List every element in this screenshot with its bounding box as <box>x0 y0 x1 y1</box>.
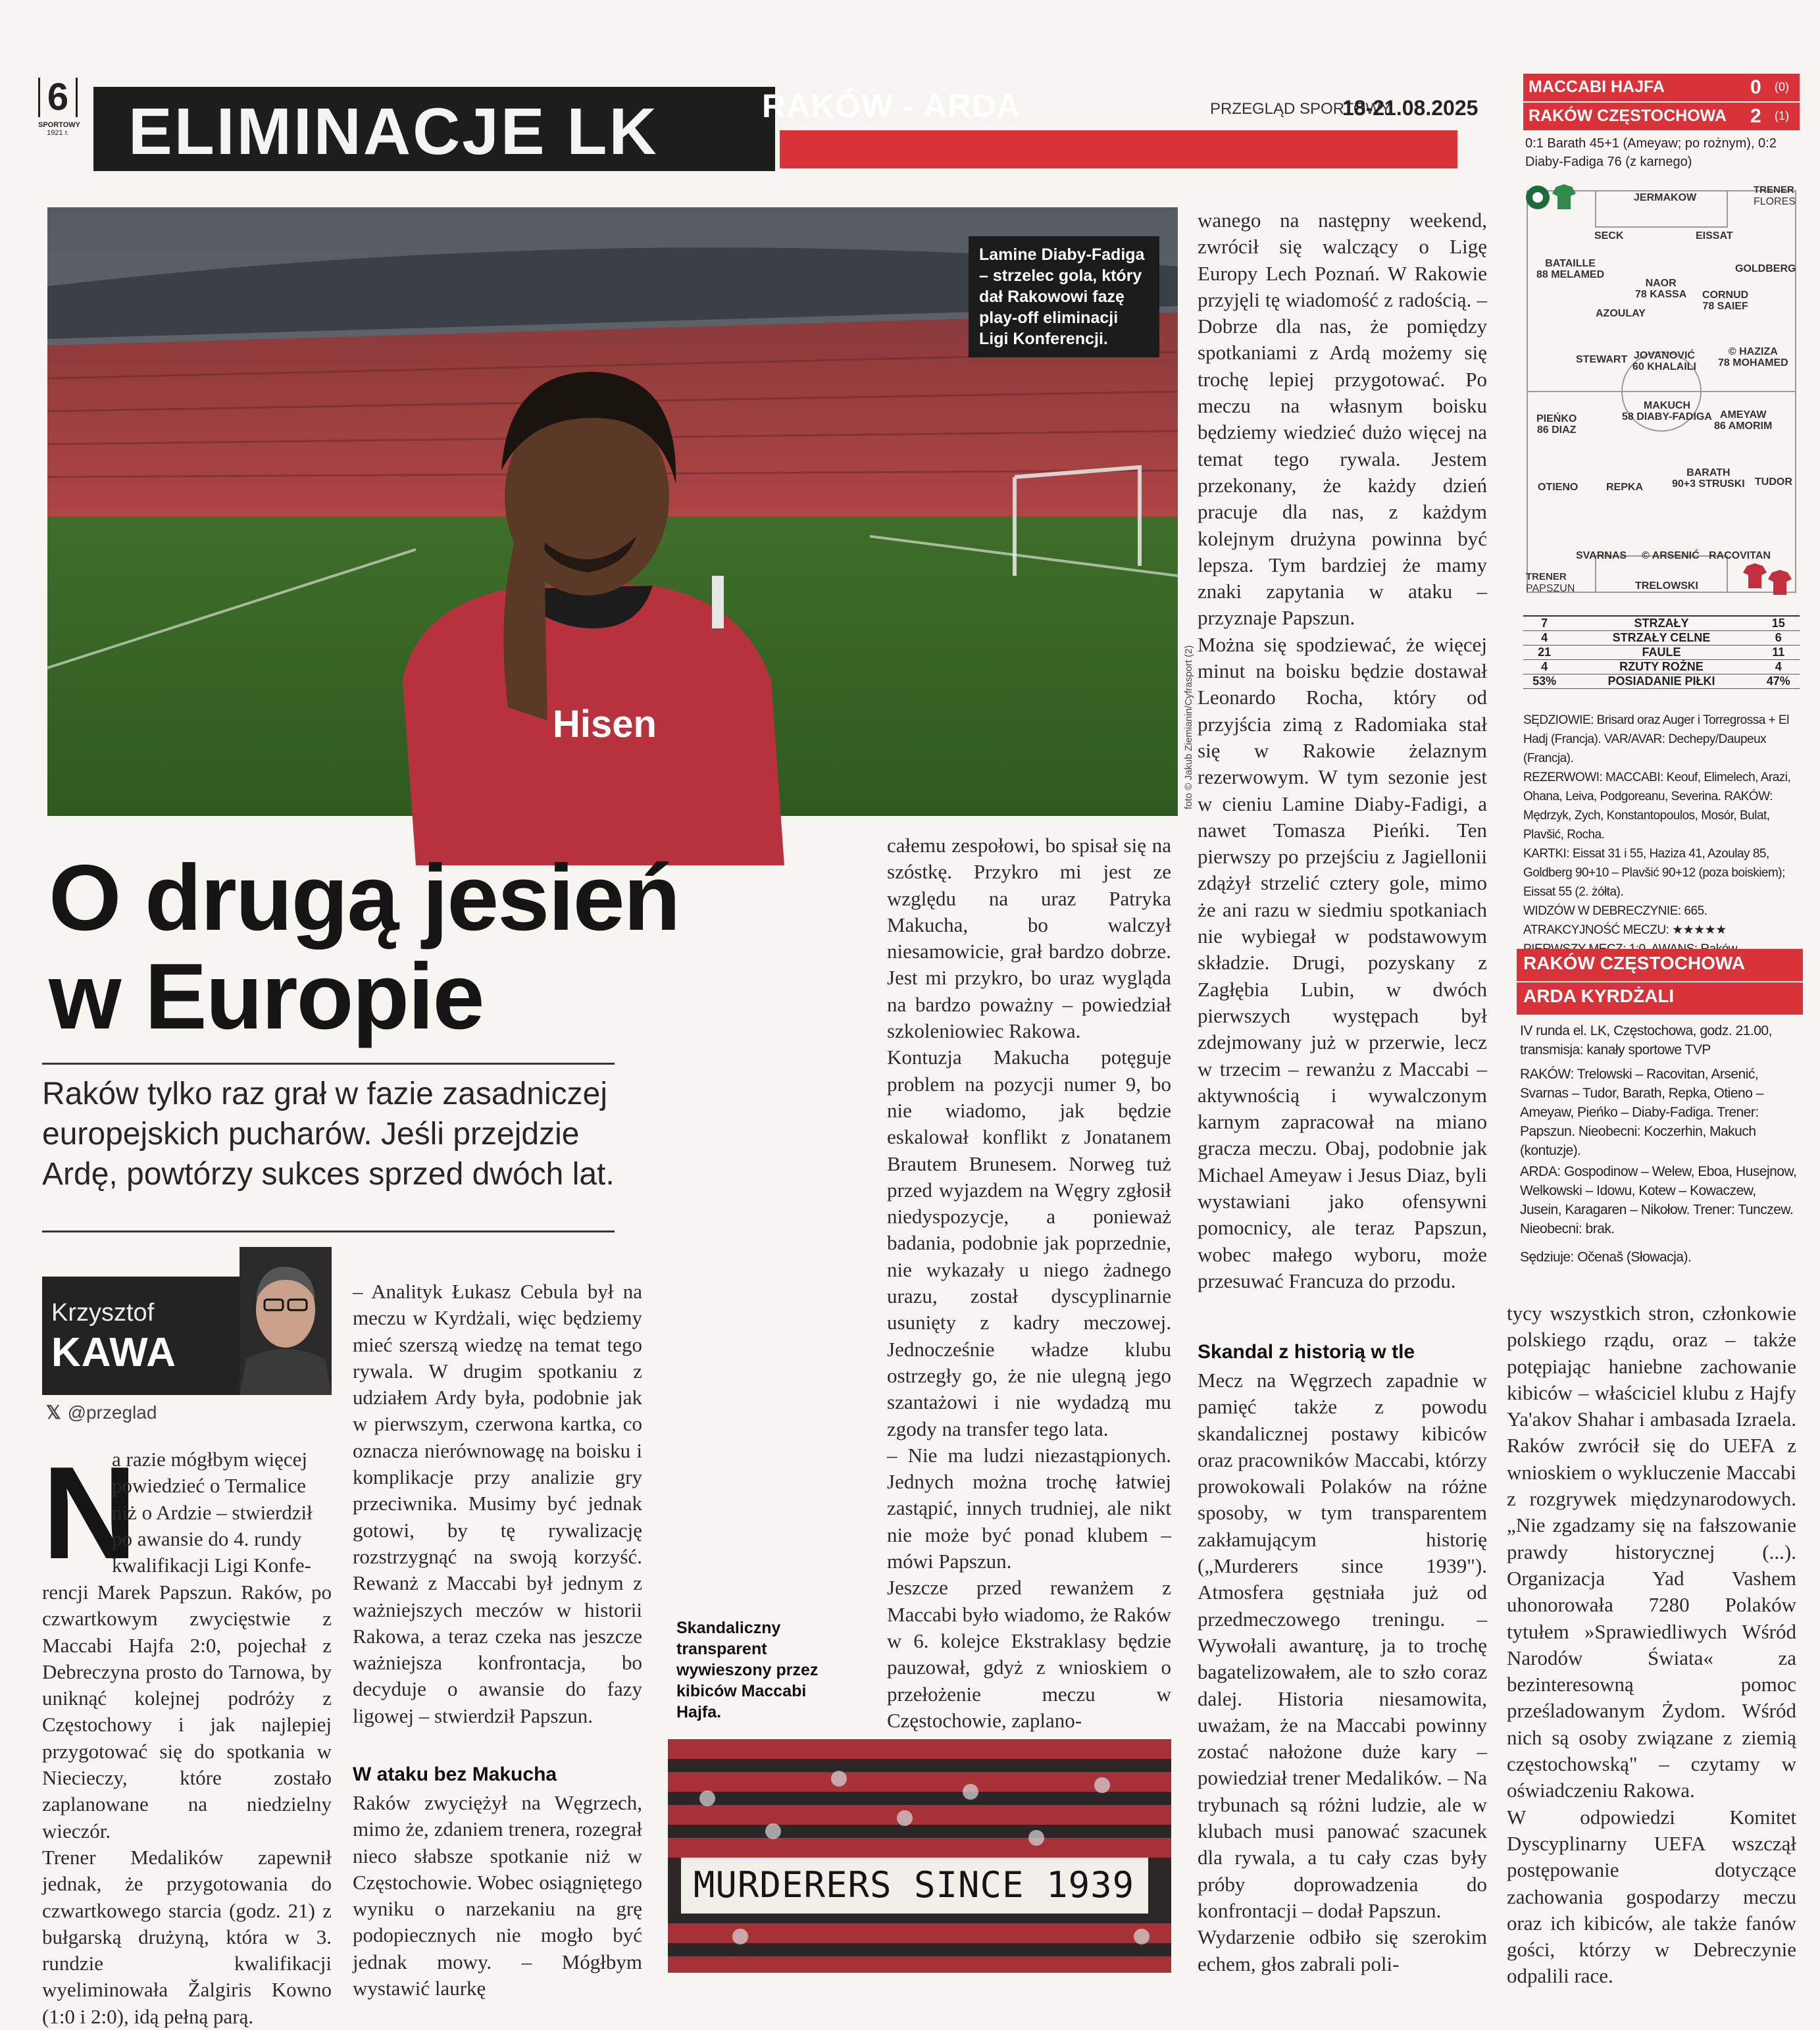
photo-credit: foto © Jakub Ziemianin/Cyfrasport (2) <box>1183 645 1194 809</box>
next-match-info: IV runda el. LK, Częstochowa, godz. 21.00, transmisja: kanały sportowe TVP <box>1520 1023 1772 1057</box>
player-m6: CORNUD 78 SAIEF <box>1702 290 1749 312</box>
player-m3: BATAILLE 88 MELAMED <box>1536 258 1605 280</box>
next-referee: Sędziuje: Očenaš (Słowacja). <box>1520 1250 1692 1265</box>
player-r5: REPKA <box>1606 482 1644 493</box>
col2-body2: Raków zwyciężył na Węgrzech, mimo że, zdaniem trenera, rozegrał nieco słabsze spotkanie niż w Częstochowie. Wobec osiągniętego wyniku o narzekaniu na grę podopiecznych nie mogło być jednak mowy. – Mógłbym wystawić laurkę <box>353 1791 642 2000</box>
col1-intro: a razie mógłbym więcej powiedzieć o Termalice niż o Ardzie – stwierdził po awansie do 4. rundy kwalifikacji Ligi Konfe- <box>112 1448 313 1577</box>
fan-banner-text: MURDERERS SINCE 1939 <box>693 1864 1135 1906</box>
x-icon: 𝕏 <box>46 1402 61 1423</box>
dropcap: N <box>42 1440 138 1586</box>
sidebar-goals: 0:1 Barath 45+1 (Ameyaw; po rożnym), 0:2 Diaby-Fadiga 76 (z karnego) <box>1525 136 1777 169</box>
shirt-sponsor: Hisen <box>553 703 657 746</box>
col3-body: całemu zespołowi, bo spisał się na szóstkę. Przykro mi jest ze względu na uraz Patryka Makucha, bo walczył niesamowicie, grał bardzo dobrze. Jest mi przykro, bo uraz wygląda na bardzo poważny – powiedział szkoleniowiec Rakowa. Kontuzja Makucha potęguje problem na pozycji numer 9, bo nie wiadomo, jak będzie eskalował konflikt z Jonatanem Brautem Brunesem. Norweg tuż przed wyjazdem na Węgry zgłosił niedyspozycje, a ponieważ badania, podobnie jak poprzednie, nie wykazały u niego żadnego urazu, został dyscyplinarnie usunięty z kadry meczowej. Jednocześnie władze klubu ostrzegły go, że nie ulegną jego szantażowi i nie wydadzą mu zgody na transfer tego lata. – Nie ma ludzi niezastąpionych. Jednych można trochę łatwiej zastąpić, innych trudniej, ale nikt nie może być ponad klubem – mówi Papszun. Jeszcze przed rewanżem z Maccabi było wiadomo, że Raków w 6. kolejce Ekstraklasy będzie pauzował, gdyż z wnioskiem o przełożenie meczu w Częstochowie, zaplano- <box>887 834 1171 1732</box>
headline: O drugą jesień w Europie <box>49 846 680 1049</box>
photo-caption: Lamine Diaby-Fadiga – strzelec gola, który dał Rakowowi fazę play-off eliminacji Ligi Konferencji. <box>969 236 1159 357</box>
header-red-rule <box>780 130 1457 168</box>
player-r8: © ARSENIĆ <box>1642 550 1700 561</box>
player-r7: SVARNAS <box>1576 550 1627 561</box>
player-r1: PIEŃKO 86 DIAZ <box>1536 413 1577 436</box>
player-r10: TRELOWSKI <box>1635 580 1698 592</box>
stat-row: 7 STRZAŁY 15 <box>1523 616 1800 631</box>
player-m9: JOVANOVIĆ 60 KHALAILI <box>1632 350 1696 372</box>
stats-table <box>1523 615 1800 689</box>
page-number: 6 SPORTOWY 1921 r. <box>38 76 80 137</box>
author-first-name: Krzysztof <box>51 1299 155 1327</box>
player-m5: NAOR 78 KASSA <box>1635 278 1687 300</box>
col5-body: tycy wszystkich stron, członkowie polskiego rządu, oraz – także potępiając haniebne zachowanie kibiców – właściciel klubu z Hajfy Ya'akov Shahar i ambasada Izraela. Raków zwrócił się do UEFA z wnioskiem o wykluczenie Maccabi z rozgrywek międzynarodowych. „Nie zgadzamy się na fałszowanie prawdy historycznej (...). Organizacja Yad Vashem uhonorowała 7280 Polaków tytułem »Sprawiedliwych Wśród Narodów Świata« za bezinteresowną pomoc prześladowanym Żydom. Wśród nich są osoby związane z ziemią częstochowską" – czytamy w oświadczeniu Rakowa. W odpowiedzi Komitet Dyscyplinarny UEFA wszczął postępowanie dotyczące zachowania gospodarzy meczu oraz ich kibiców, ale także fanów gości, którzy w Debreczynie odpalili race. <box>1507 1302 1796 1988</box>
author-last-name: KAWA <box>51 1330 176 1375</box>
match-officials: SĘDZIOWIE: Brisard oraz Auger i Torregrossa + El Hadj (Francja). VAR/AVAR: Dechepy/Daupeux (Francja). REZERWOWI: MACCABI: Keouf, Elimelech, Arazi, Ohana, Leiva, Podgoreanu, Severina. RAKÓW: Mędrzyk, Zych, Konstantopoulos, Mosór, Bulat, Plavšić, Rocha. KARTKI: Eissat 31 i 55, Haziza 41, Azoulay 85, Goldberg 90+10 – Plavšić 90+12 (poza boiskiem); Eissat 55 (2. żółta). WIDZÓW W DEBRECZYNIE: 665. ATRAKCYJNOŚĆ MECZU: ★★★★★ <box>1523 713 1791 937</box>
next-rakow-lineup: RAKÓW: Trelowski – Racovitan, Arsenić, Svarnas – Tudor, Barath, Repka, Otieno – Ameyaw, Pieńko – Diaby-Fadiga. Trener: Papszun. Nieobecni: Koczerhin, Makuch (kontuzje). <box>1520 1067 1763 1158</box>
col4-body2: Mecz na Węgrzech zapadnie w pamięć także z powodu skandalicznej postawy kibiców oraz pracowników Maccabi, którzy prowokowali Polaków na różne sposoby, w tym transparentem zakłamującym historię („Murderers since 1939"). Atmosfera gęstniała już od przedmeczowego treningu. – Wywołali awanturę, ja to trochę bagatelizowałem, ale to szło coraz dalej. Historia niesamowita, uważam, że na Maccabi powinny zostać nałożone duże kary – powiedział trener Medalików. – Na trybunach są różni ludzie, ale w klubach musi panować szacunek dla rywala, a tu cały czas były próby doprowadzenia do konfrontacji – dodał Papszun. Wydarzenie odbiło się szerokim echem, głos zabrali poli- <box>1198 1369 1487 1975</box>
publication-name: PRZEGLĄD SPORTOWY <box>1210 100 1392 118</box>
sidebar-score-team2: RAKÓW CZĘSTOCHOWA 2 (1) <box>1523 103 1800 130</box>
next-match-header: RAKÓW CZĘSTOCHOWA ARDA KYRDŻALI <box>1517 949 1803 1015</box>
col1-body: rencji Marek Papszun. Raków, po czwartkowym zwycięstwie z Maccabi Hajfa 2:0, pojechał z Debreczyna prosto do Tarnowa, by uniknąć kolejnej podróży z Częstochowy i jak najlepiej przygotować się do spotkania w Niecieczy, które zostało zaplanowane na niedzielny wieczór. Trener Medalików zapewnił jednak, że przygotowania do czwartkowego starcia (godz. 21) z bułgarską drużyną, która w 3. rundzie kwalifikacji wyeliminowała Žalgiris Kowno (1:0 i 2:0), idą pełną parą. <box>42 1581 332 2028</box>
fan-banner-photo <box>668 1739 1171 1973</box>
player-r6: TUDOR <box>1755 476 1792 488</box>
match-label: RAKÓW - ARDA <box>762 88 1021 124</box>
coach-label-bottom: TRENER <box>1526 571 1567 582</box>
col2-body: – Analityk Łukasz Cebula był na meczu w Kyrdżali, więc będziemy mieć szerszą wiedzę na temat tego rywala. W drugim spotkaniu z udziałem Ardy była, podobnie jak w pierwszym, czerwona kartka, co oznacza nierównowagę na boisku i komplikacje przy analizie gry przeciwnika. Musimy być jednak gotowi, by tę rywalizację rozstrzygnąć na swoją korzyść. Rewanż z Maccabi był jednym z ważniejszych meczów w historii Rakowa, a teraz czeka nas jeszcze ważniejsza konfrontacja, bo decyduje o awansie do fazy ligowej – stwierdził Papszun. <box>353 1280 642 1727</box>
stat-row: 53% POSIADANIE PIŁKI 47% <box>1523 674 1800 689</box>
player-m2: EISSAT <box>1696 230 1733 241</box>
player-r9: RACOVITAN <box>1709 550 1771 561</box>
player-m8: STEWART <box>1576 354 1628 365</box>
player-r2: AMEYAW 86 AMORIM <box>1714 409 1773 432</box>
coach-top: FLORES <box>1754 196 1796 207</box>
player-r0: MAKUCH 58 DIABY-FADIGA <box>1622 400 1712 422</box>
coach-label-top: TRENER <box>1754 184 1794 195</box>
stat-row: 4 RZUTY ROŻNE 4 <box>1523 660 1800 674</box>
stat-row: 4 STRZAŁY CELNE 6 <box>1523 631 1800 646</box>
lead-rule <box>42 1231 615 1232</box>
subhead-2: Skandal z historią w tle <box>1198 1341 1415 1363</box>
logo: SPORTOWY 1921 r. <box>38 121 80 137</box>
author-avatar <box>240 1247 332 1395</box>
lead: Raków tylko raz grał w fazie zasadniczej europejskich pucharów. Jeśli przejdzie Ardę, powtórzy sukces sprzed dwóch lat. <box>42 1077 615 1192</box>
player-m4: GOLDBERG <box>1735 263 1796 274</box>
section-title: ELIMINACJE LK <box>128 95 659 168</box>
subhead-1: W ataku bez Makucha <box>353 1764 557 1785</box>
next-arda-lineup: ARDA: Gospodinow – Welew, Eboa, Husejnow, Welkowski – Idowu, Kotew – Kowaczew, Jusein, Karagaren – Nikołow. Trener: Tunczew. Nieobecni: brak. <box>1520 1164 1797 1236</box>
sidebar-score-team1: MACCABI HAJFA 0 (0) <box>1523 74 1800 101</box>
player-m10: © HAZIZA 78 MOHAMED <box>1718 346 1788 368</box>
main-photo <box>47 207 1178 816</box>
col4-body: wanego na następny weekend, zwrócił się walczący o Ligę Europy Lech Poznań. W Rakowie przyjęli tę wiadomość z radością. – Dobrze dla nas, że pomiędzy spotkaniami z Ardą możemy się trochę lepiej przygotować. Po meczu na własnym boisku będziemy wiedzieć dużo więcej na temat tego rywala. Jestem przekonany, że każdy dzień pracuje dla nas, z każdym kolejnym drużyna powinna być lepsza. Tym bardziej że mamy znaki zapytania w ataku – przyznaje Papszun. Można się spodziewać, że więcej minut na boisku będzie dostawał Leonardo Rocha, który od przyjścia zimą z Radomiaka stał się w Rakowie żelaznym rezerwowym. W tym sezonie jest w cieniu Lamine Diaby-Fadigi, a nawet Tomasza Pieńki. Ten pierwszy po przejściu z Jagiellonii zdążył strzelić cztery gole, mimo że ani razu w siedmiu spotkaniach nie wybiegał w podstawowym składzie. Drugi, pozyskany z Zagłębia Lubin, w dwóch pierwszych występach był zdejmowany już w przerwie, lecz w trzecim – rewanżu z Maccabi – aktywnością i wywalczonym karnym zapracował na miano gracza meczu. Obaj, podobnie jak Michael Ameyaw i Jesus Diaz, byli wystawiani jako ofensywni pomocnicy, ale teraz Papszun, wobec małego wyboru, może przesuwać Francuza do przodu. <box>1198 209 1487 1292</box>
coach-bottom: PAPSZUN <box>1526 583 1575 594</box>
stat-row: 21 FAULE 11 <box>1523 646 1800 660</box>
photo2-caption: Skandaliczny transparent wywieszony przez kibiców Maccabi Hajfa. <box>676 1619 819 1721</box>
player-m0: JERMAKOW <box>1634 192 1697 203</box>
lineup-pitch <box>1523 178 1800 599</box>
headline-rule <box>42 1063 615 1065</box>
author-social[interactable]: 𝕏 @przeglad <box>46 1402 157 1423</box>
player-m1: SECK <box>1594 230 1624 241</box>
author-box <box>42 1277 332 1395</box>
player-m7: AZOULAY <box>1596 308 1646 319</box>
issue-date: 18-21.08.2025 <box>1342 96 1479 120</box>
player-r4: OTIENO <box>1538 482 1579 493</box>
player-r3: BARATH 90+3 STRUSKI <box>1672 467 1745 490</box>
